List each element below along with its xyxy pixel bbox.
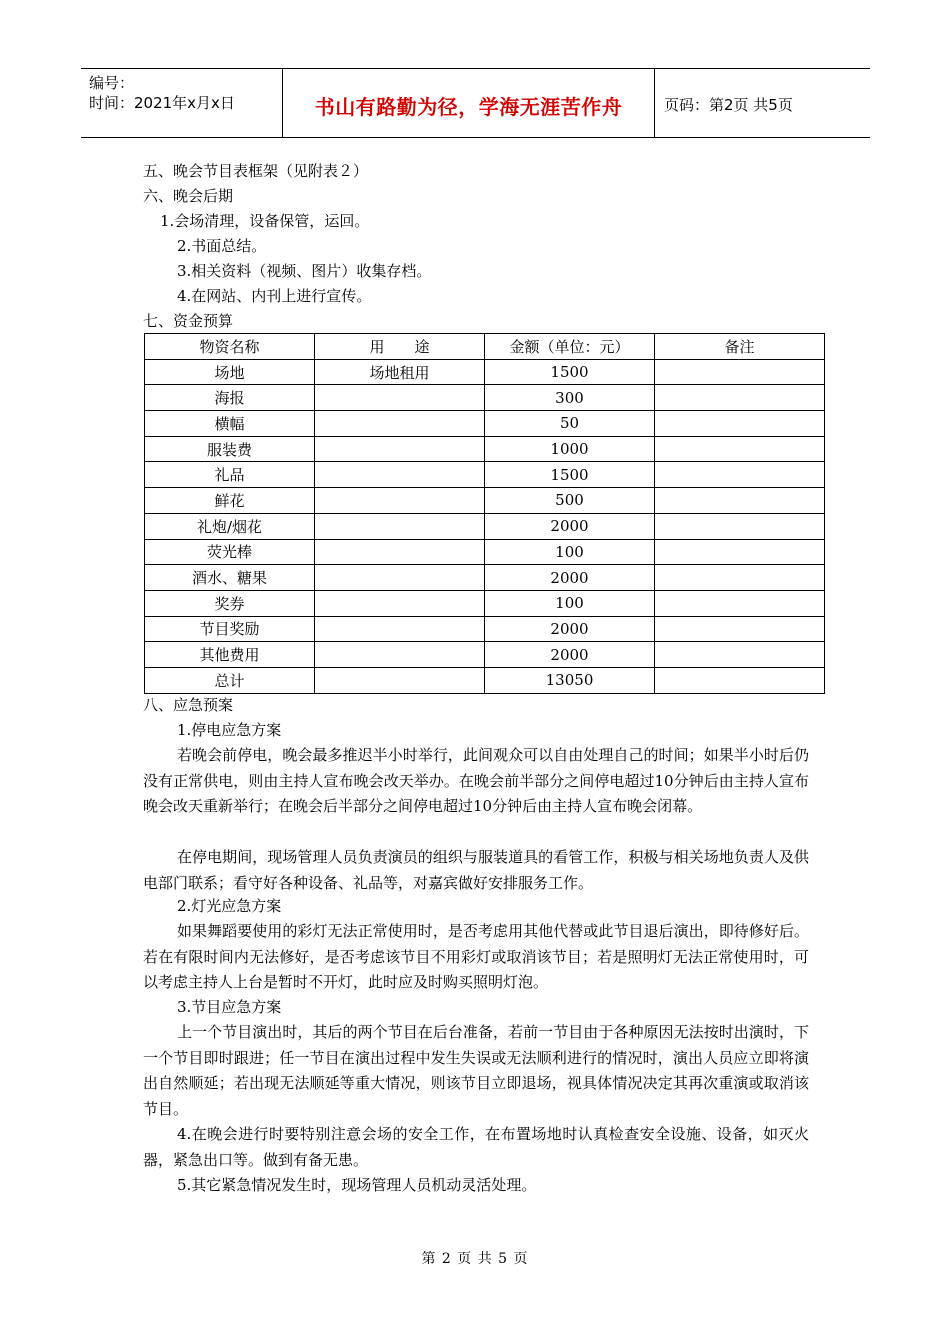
budget-table	[144, 333, 825, 694]
section-6-title: 六、晚会后期	[143, 187, 234, 205]
table-cell: 1500	[485, 359, 655, 385]
table-cell: 礼炮/烟花	[145, 513, 315, 539]
table-cell: 2000	[485, 565, 655, 591]
paragraph: 在停电期间，现场管理人员负责演员的组织与服装道具的看管工作，积极与相关场地负责人及供电部门联系；看守好各种设备、礼品等，对嘉宾做好安排服务工作。	[143, 848, 809, 892]
table-cell: 总计	[145, 667, 315, 693]
table-cell: 300	[485, 385, 655, 411]
column-header: 金额（单位：元）	[485, 334, 655, 360]
table-cell: 其他费用	[145, 642, 315, 668]
header-motto: 书山有路勤为径，学海无涯苦作舟	[314, 95, 623, 119]
table-cell: 500	[485, 488, 655, 514]
table-cell: 场地	[145, 359, 315, 385]
table-cell	[315, 590, 485, 616]
table-cell	[655, 539, 825, 565]
table-row	[145, 513, 825, 539]
table-cell: 2000	[485, 642, 655, 668]
list-item: 3.相关资料（视频、图片）收集存档。	[177, 262, 432, 280]
table-cell: 2000	[485, 616, 655, 642]
document-number-label: 编号：	[89, 74, 135, 92]
page-footer: 第 2 页 共 5 页	[421, 1251, 529, 1267]
table-cell	[655, 513, 825, 539]
table-cell	[655, 462, 825, 488]
table-row	[145, 590, 825, 616]
list-item: 2.书面总结。	[177, 237, 267, 255]
table-cell: 服装费	[145, 436, 315, 462]
column-header: 用 途	[315, 334, 485, 360]
table-cell	[315, 616, 485, 642]
table-header-row	[145, 334, 825, 360]
table-cell	[315, 411, 485, 437]
table-row	[145, 385, 825, 411]
table-cell	[655, 411, 825, 437]
table-cell	[315, 513, 485, 539]
table-cell	[655, 565, 825, 591]
table-row	[145, 616, 825, 642]
header-page-number: 页码：第2页 共5页	[664, 96, 793, 114]
table-cell	[315, 488, 485, 514]
column-header: 物资名称	[145, 334, 315, 360]
table-cell: 13050	[485, 667, 655, 693]
table-cell	[655, 385, 825, 411]
section-7-title: 七、资金预算	[143, 312, 234, 330]
list-item: 1.会场清理，设备保管，运回。	[160, 212, 370, 230]
paragraph: 4.在晚会进行时要特别注意会场的安全工作，在布置场地时认真检查安全设施、设备，如灭火器，紧急出口等。做到有备无患。	[143, 1125, 809, 1169]
table-cell	[655, 642, 825, 668]
table-cell: 奖券	[145, 590, 315, 616]
table-row	[145, 565, 825, 591]
table-cell: 100	[485, 590, 655, 616]
table-cell: 鲜花	[145, 488, 315, 514]
table-cell	[315, 565, 485, 591]
page-header	[81, 68, 870, 138]
table-row	[145, 642, 825, 668]
subsection-title: 1.停电应急方案	[177, 721, 282, 739]
table-row	[145, 539, 825, 565]
table-cell	[315, 462, 485, 488]
table-cell: 海报	[145, 385, 315, 411]
table-cell: 50	[485, 411, 655, 437]
table-row	[145, 359, 825, 385]
paragraph: 如果舞蹈要使用的彩灯无法正常使用时，是否考虑用其他代替或此节目退后演出，即待修好后。若在有限时间内无法修好，是否考虑该节目不用彩灯或取消该节目；若是照明灯无法正常使用时，可以考虑主持人上台是暂时不开灯，此时应及时购买照明灯泡。	[143, 922, 809, 992]
header-divider	[654, 69, 655, 137]
document-date-label: 时间：2021年x月x日	[89, 94, 235, 112]
subsection-title: 2.灯光应急方案	[177, 897, 282, 915]
table-cell	[655, 616, 825, 642]
table-cell: 荧光棒	[145, 539, 315, 565]
table-cell	[655, 590, 825, 616]
table-row	[145, 411, 825, 437]
table-cell	[655, 436, 825, 462]
table-cell	[655, 359, 825, 385]
paragraph: 上一个节目演出时，其后的两个节目在后台准备，若前一节目由于各种原因无法按时出演时，下一个节目即时跟进；任一节目在演出过程中发生失误或无法顺利进行的情况时，演出人员应立即将演出自然顺延；若出现无法顺延等重大情况，则该节目立即退场，视具体情况决定其再次重演或取消该节目。	[143, 1023, 809, 1118]
table-cell	[315, 385, 485, 411]
table-cell: 100	[485, 539, 655, 565]
table-row	[145, 436, 825, 462]
table-cell	[315, 436, 485, 462]
table-cell	[655, 488, 825, 514]
paragraph: 5.其它紧急情况发生时，现场管理人员机动灵活处理。	[177, 1176, 537, 1194]
table-row	[145, 667, 825, 693]
table-cell: 节目奖励	[145, 616, 315, 642]
table-cell	[315, 667, 485, 693]
table-cell: 礼品	[145, 462, 315, 488]
column-header: 备注	[655, 334, 825, 360]
table-cell: 横幅	[145, 411, 315, 437]
table-cell: 2000	[485, 513, 655, 539]
table-cell	[655, 667, 825, 693]
section-5-title: 五、晚会节目表框架（见附表２）	[143, 162, 369, 180]
table-cell: 1000	[485, 436, 655, 462]
table-cell: 酒水、糖果	[145, 565, 315, 591]
table-cell: 场地租用	[315, 359, 485, 385]
table-cell	[315, 642, 485, 668]
table-row	[145, 488, 825, 514]
table-cell	[315, 539, 485, 565]
list-item: 4.在网站、内刊上进行宣传。	[177, 287, 372, 305]
subsection-title: 3.节目应急方案	[177, 998, 282, 1016]
table-cell: 1500	[485, 462, 655, 488]
section-8-title: 八、应急预案	[143, 696, 234, 714]
paragraph: 若晚会前停电，晚会最多推迟半小时举行，此间观众可以自由处理自己的时间；如果半小时后仍没有正常供电，则由主持人宣布晚会改天举办。在晚会前半部分之间停电超过10分钟后由主持人宣布晚会改天重新举行；在晚会后半部分之间停电超过10分钟后由主持人宣布晚会闭幕。	[143, 746, 809, 816]
table-row	[145, 462, 825, 488]
header-meta	[89, 73, 235, 113]
